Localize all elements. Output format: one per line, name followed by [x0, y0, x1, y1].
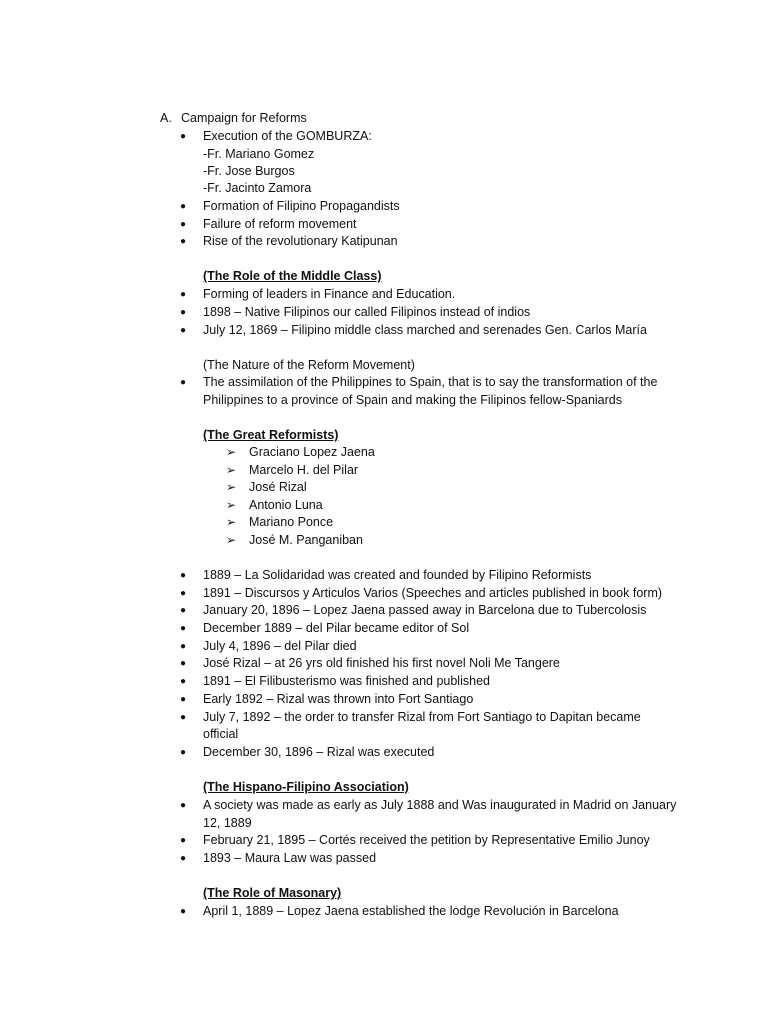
bullet-icon: ● [180, 712, 187, 723]
bullet-icon: ● [180, 835, 187, 846]
arrow-bullet-icon: ➢ [226, 498, 237, 512]
bullet-icon: ● [180, 906, 187, 917]
bullet-icon: ● [180, 588, 187, 599]
bullet-icon: ● [180, 131, 187, 142]
bullet-icon: ● [180, 236, 187, 247]
bullet-icon: ● [180, 219, 187, 230]
bullet-icon: ● [180, 570, 187, 581]
bullet-icon: ● [180, 676, 187, 687]
bullet-icon: ● [180, 201, 187, 212]
bullet-icon: ● [180, 325, 187, 336]
bullet-icon: ● [180, 289, 187, 300]
arrow-bullet-icon: ➢ [226, 480, 237, 494]
arrow-bullet-icon: ➢ [226, 445, 237, 459]
heading-letter: A. [160, 111, 172, 125]
bullet-icon: ● [180, 307, 187, 318]
bullet-icon: ● [180, 377, 187, 388]
arrow-bullet-icon: ➢ [226, 515, 237, 529]
heading-title: Campaign for Reforms [181, 111, 307, 125]
bullet-icon: ● [180, 623, 187, 634]
bullet-icon: ● [180, 853, 187, 864]
arrow-bullet-icon: ➢ [226, 533, 237, 547]
bullet-icon: ● [180, 605, 187, 616]
document-page: A. Campaign for Reforms ● Execution of the GOMBURZA: -Fr. Mariano Gomez -Fr. Jose Burgos -Fr. Jacinto Zamora ● Formation of Filipino Propagandists ● Failure of reform movement ● Rise of the revolutionary Katipunan (The Role of the Middle Class) ● Forming of leaders in Finance and Education. ● 1898 – Native Filipinos our called Filipinos instead of indios ● July 12, 1869 – Filipino middle class marched and serenades Gen. Carlos María (The Nature of the Reform Movement) ● The assimilation of the Philippines to Spain, that is to say the transformation of the Philippines to a province of Spain and making the Filipinos fellow-Spaniards (The Great Reformists) ➢ Graciano Lopez Jaena ➢ Marcelo H. del Pilar ➢ José Rizal ➢ Antonio Luna ➢ Mariano Ponce ➢ José M. Panganiban ● 1889 – La Solidaridad was created and founded by Filipino Reformists ● 1891 – Discursos y Articulos Varios (Speeches and articles published in book form) ● January 20, 1896 – Lopez Jaena passed away in Barcelona due to Tubercolosis ● December 1889 – del Pilar became editor of Sol ● July 4, 1896 – del Pilar died ● José Rizal – at 26 yrs old finished his first novel Noli Me Tangere ● 1891 – El Filibusterismo was finished and published ● Early 1892 – Rizal was thrown into Fort Santiago ● July 7, 1892 – the order to transfer Rizal from Fort Santiago to Dapitan became official ● December 30, 1896 – Rizal was executed (The Hispano-Filipino Association) ● A society was made as early as July 1888 and Was inaugurated in Madrid on January 12, 1889 ● February 21, 1895 – Cortés received the petition by Representative Emilio Junoy ● 1893 – Maura Law was passed (The Role of Masonary) ● April 1, 1889 – Lopez Jaena established the lodge Revolución in Barcelona [160, 111, 677, 918]
bullet-icon: ● [180, 641, 187, 652]
bullet-icon: ● [180, 658, 187, 669]
bullet-icon: ● [180, 747, 187, 758]
bullet-icon: ● [180, 800, 187, 811]
bullet-icon: ● [180, 694, 187, 705]
arrow-bullet-icon: ➢ [226, 463, 237, 477]
